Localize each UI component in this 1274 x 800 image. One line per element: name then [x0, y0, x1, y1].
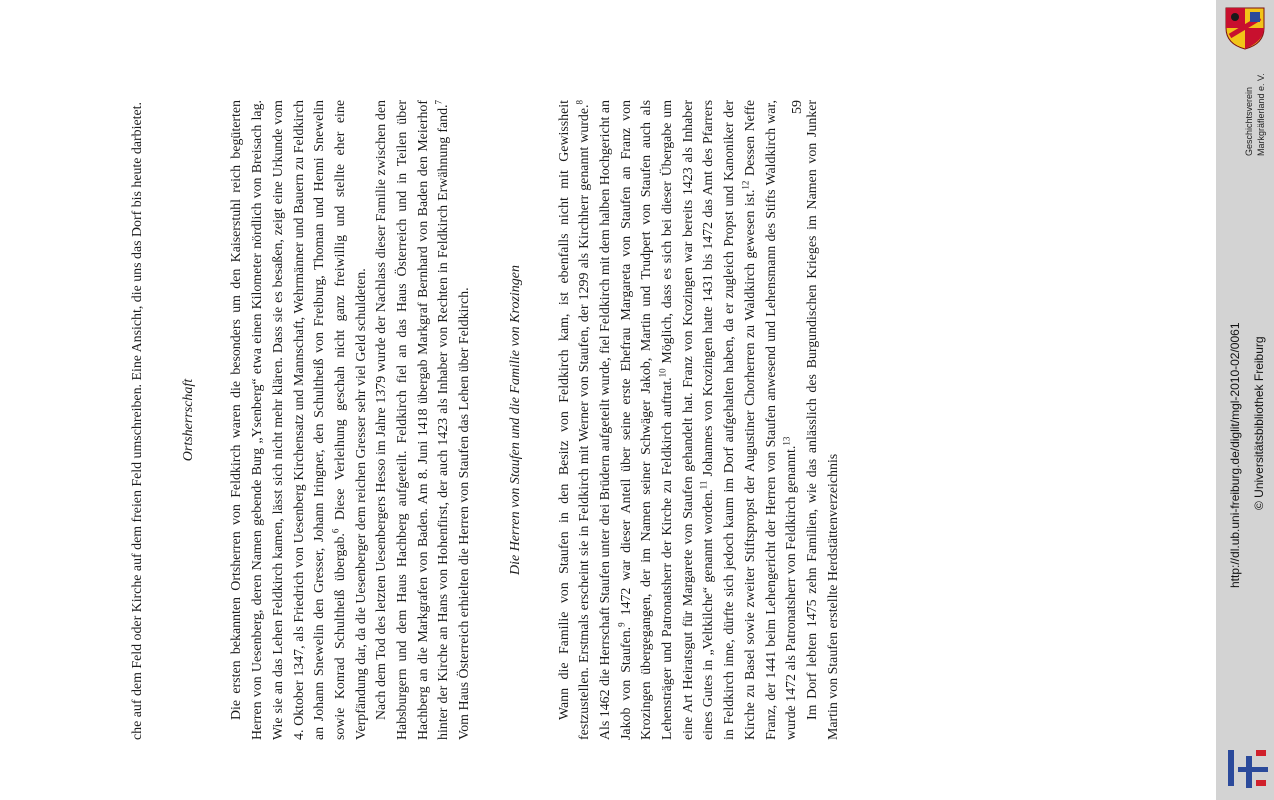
page-number: 59: [790, 100, 805, 114]
section-heading-ortsherrschaft: Ortsherrschaft: [180, 378, 196, 462]
carryover-paragraph: che auf dem Feld oder Kirche auf dem freien Feld umschreiben. Eine Ansicht, die uns das Dorf bis heute darbietet.: [130, 102, 145, 740]
paragraph: Im Dorf lebten 1475 zehn Familien, wie das anlässlich des Burgundischen Krieges im Namen von Junker Martin von Staufen erstellte Herdstättenverzeichnis: [804, 100, 841, 740]
society-name-suffix: Markgräflerland e. V.: [1256, 73, 1266, 156]
copyright-notice: © Universitätsbibliothek Freiburg: [1252, 336, 1266, 510]
page-content: [128, 100, 1118, 740]
paragraph: Die ersten bekannten Ortsherren von Feldkirch waren die besonders um den Kaiserstuhl reich begüterten Herren von Uesenberg, deren Namen gebende Burg „Ysenberg“ etwa einen Kilometer nördlich von Breisach lag. Wie sie an das Lehen Feldkirch kamen, lässt sich nicht mehr klären. Dass sie es besaßen, zeigt eine Urkunde vom 4. Oktober 1347, als Friedrich von Uesenberg Kirchensatz und Mannschaft, Wehrmänner und Bauern zu Feldkirch an Johann Snewelin den Gresser, Johann Iringner, den Schultheiß von Freiburg, Thoman und Henni Snewelin sowie Konrad Schultheiß übergab.$^6$ Diese Verleihung geschah nicht ganz freiwillig und stellte eher eine Verpfändung dar, da die Uesenberger dem reichen Gresser sehr viel Geld schuldeten.: [229, 100, 369, 740]
coat-of-arms-icon: [1222, 6, 1268, 50]
ub-freiburg-logo-icon[interactable]: [1226, 746, 1270, 790]
permalink-url[interactable]: http://dl.ub.uni-freiburg.de/diglit/mgl-2010-02/0061: [1228, 322, 1242, 588]
section-heading-staufen: Die Herren von Staufen und die Familie von Krozingen: [507, 264, 523, 576]
society-name: Geschichtsverein: [1244, 86, 1254, 156]
paragraph: Wann die Familie von Staufen in den Besitz von Feldkirch kam, ist ebenfalls nicht mit Gewissheit festzustellen. Erstmals erscheint sie in Feldkirch mit Werner von Staufen, der 1299 als Kirchherr genannt wurde.$^8$ Als 1462 die Herrschaft Staufen unter drei Brüdern aufgeteilt wurde, fiel Feldkirch mit dem halben Hochgericht an Jakob von Staufen.$^9$ 1472 war dieser Anteil über seine erste Ehefrau Margareta von Staufen an Franz von Krozingen übergegangen, der im Namen seiner Schwäger Jakob, Martin und Trudpert von Staufen auch als Lehensträger und Patronatsherr der Kirche zu Feldkirch auftrat.$^{10}$ Möglich, dass es sich bei dieser Übergabe um eine Art Heiratsgut für Margarete von Staufen gehandelt hat. Franz von Krozingen war bereits 1423 als Inhaber eines Gutes in „Veltkilche“ genannt worden.$^{11}$ Johannes von Krozingen hatte 1431 bis 1472 das Amt des Pfarrers in Feldkirch inne, dürfte sich jedoch kaum im Dorf aufgehalten haben, da er zugleich Propst und Kanoniker der Kirche zu Basel sowie zweiter Stiftspropst der Augustiner Chorherren zu Waldkirch gewesen ist.$^{12}$ Dessen Neffe Franz, der 1441 beim Lehengericht der Herren von Staufen anwesend und Lehensmann des Stifts Waldkirch war, wurde 1472 als Patronatsherr von Feldkirch genannt.$^{13}$: [556, 100, 800, 740]
paragraph: Nach dem Tod des letzten Uesenbergers Hesso im Jahre 1379 wurde der Nachlass dieser Familie zwischen den Habsburgern und dem Haus Hachberg aufgeteilt. Feldkirch fiel an das Haus Österreich und in Teilen über Hachberg an die Markgrafen von Baden. Am 8. Juni 1418 übergab Markgraf Bernhard von Baden den Meierhof hinter der Kirche an Hans von Hohenfirst, der auch 1423 als Inhaber von Rechten in Feldkirch Erwähnung fand.$^7$ Vom Haus Österreich erhielten die Herren von Staufen das Lehen über Feldkirch.: [374, 100, 473, 740]
